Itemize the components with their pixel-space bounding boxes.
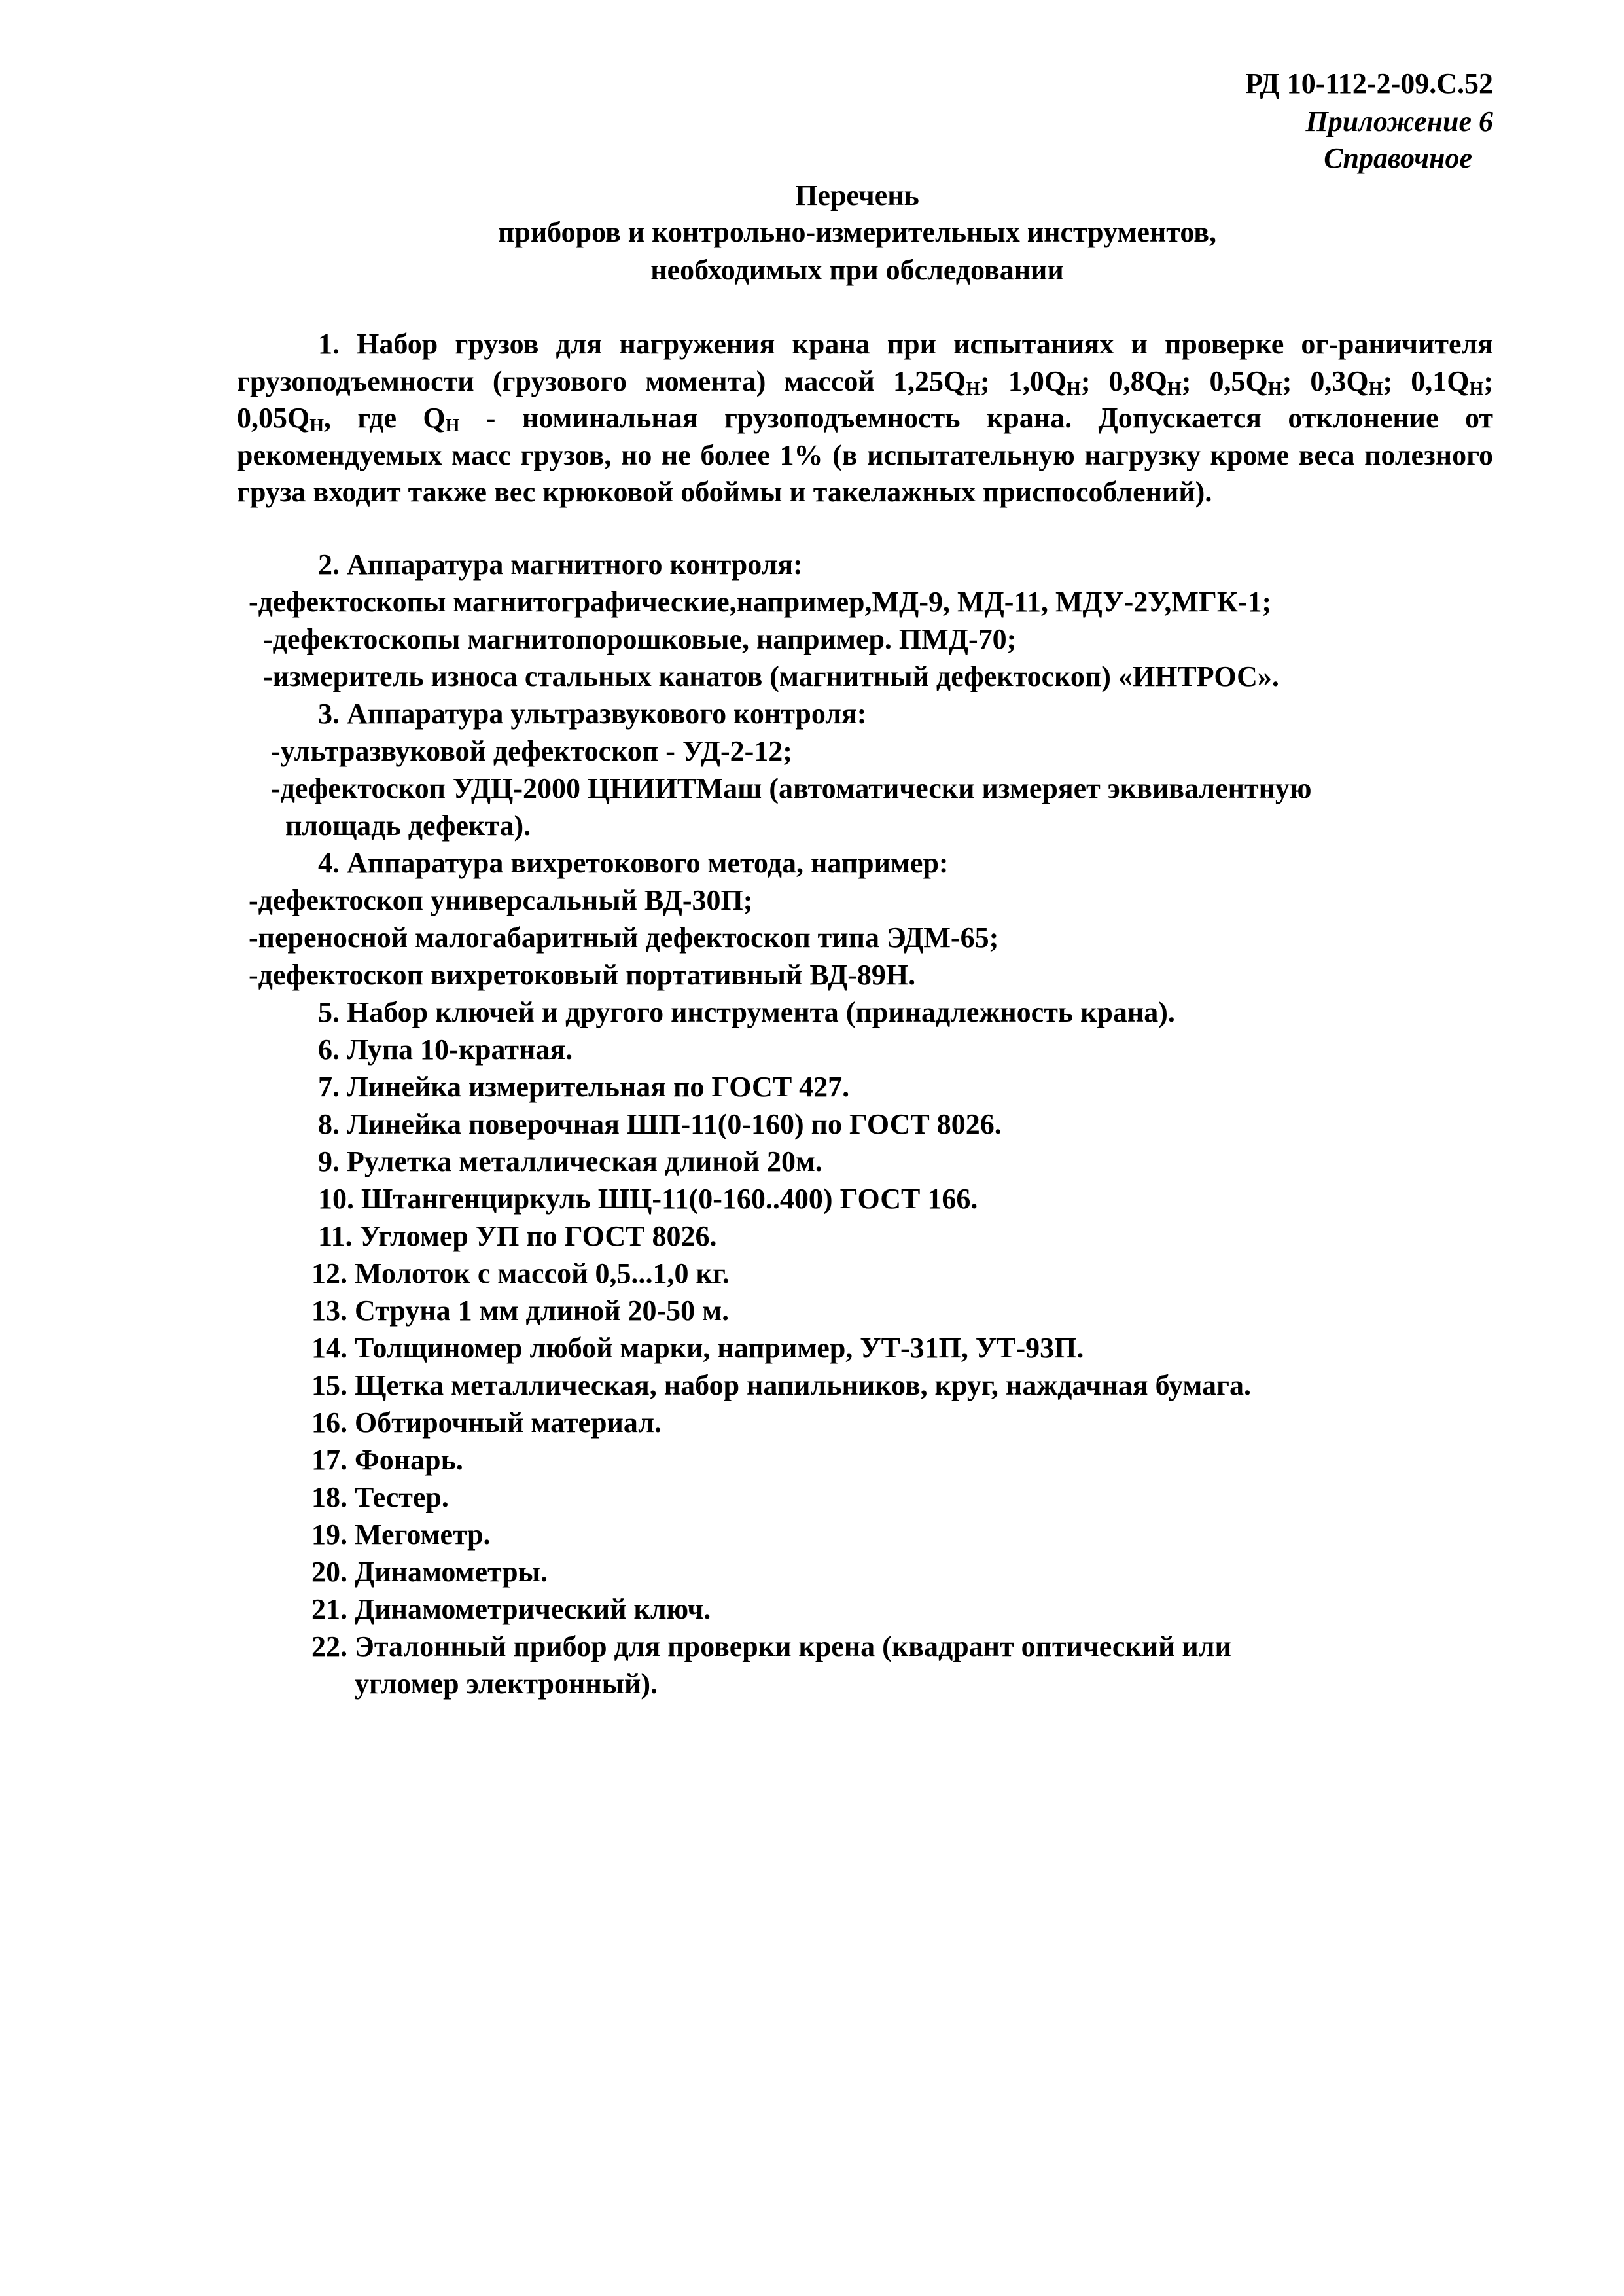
item-3-line-1: -ультразвуковой дефектоскоп - УД-2-12; [271,735,792,767]
item-1-paragraph: 1. Набор грузов для нагружения крана при испытаниях и проверке ог-раничителя грузоподъемности (грузового момента) массой $1,25Q_Н$; $1,0Q_Н$; $0,8Q_Н$; $0,5Q_Н$; $0,3Q_Н$; $0,1Q_Н$; $0,05Q_Н$, где $Q_Н$ - номинальная грузоподъемность крана. Допускается отклонение от рекомендуемых масс грузов, но не более 1% (в испытательную нагрузку кроме веса полезного груза входит также вес крюковой обоймы и такелажных приспособлений). [237,328,1493,508]
item-2-line-1: -дефектоскопы магнитографические,например,МД-9, МД-11, МДУ-2У,МГК-1; [249,586,1272,618]
item-6: 6. Лупа 10-кратная. [318,1033,573,1066]
item-2-line-3: -измеритель износа стальных канатов (магнитный дефектоскоп) «ИНТРОС». [263,660,1279,692]
item-21: 21. Динамометрический ключ. [311,1593,711,1625]
item-20: 20. Динамометры. [311,1556,548,1588]
item-16: 16. Обтирочный материал. [311,1407,662,1439]
item-3-line-2: -дефектоскоп УДЦ-2000 ЦНИИТМаш (автоматически измеряет эквивалентную [271,772,1312,804]
title-line-1: Перечень [795,179,919,211]
item-13: 13. Струна 1 мм длиной 20-50 м. [311,1295,730,1327]
appendix-label: Приложение 6 [1305,105,1493,137]
title-line-3: необходимых при обследовании [650,254,1064,286]
item-17: 17. Фонарь. [311,1444,463,1476]
item-4-heading: 4. Аппаратура вихретокового метода, например: [318,847,949,879]
reference-label: Справочное [1324,142,1472,174]
item-5: 5. Набор ключей и другого инструмента (принадлежность крана). [318,996,1175,1028]
item-18: 18. Тестер. [311,1481,449,1513]
item-15: 15. Щетка металлическая, набор напильников, круг, наждачная бумага. [311,1369,1251,1401]
item-11: 11. Угломер УП по ГОСТ 8026. [318,1220,717,1252]
item-19: 19. Мегометр. [311,1518,491,1551]
item-10: 10. Штангенциркуль ШЦ-11(0-160..400) ГОСТ 166. [318,1183,978,1215]
item-4-line-2: -переносной малогабаритный дефектоскоп типа ЭДМ-65; [249,922,999,954]
item-9: 9. Рулетка металлическая длиной 20м. [318,1145,822,1177]
item-22-line-1: 22. Эталонный прибор для проверки крена (квадрант оптический или [311,1630,1231,1662]
item-14: 14. Толщиномер любой марки, например, УТ-31П, УТ-93П. [311,1332,1084,1364]
item-7: 7. Линейка измерительная по ГОСТ 427. [318,1071,850,1103]
item-3-heading: 3. Аппаратура ультразвукового контроля: [318,698,867,730]
title-line-2: приборов и контрольно-измерительных инструментов, [498,216,1216,248]
document-code: РД 10-112-2-09.С.52 [1245,67,1493,99]
item-12: 12. Молоток с массой 0,5...1,0 кг. [311,1257,730,1289]
item-3-line-3: площадь дефекта). [285,810,531,842]
item-4-line-3: -дефектоскоп вихретоковый портативный ВД-89Н. [249,959,916,991]
item-4-line-1: -дефектоскоп универсальный ВД-30П; [249,884,753,916]
item-22-line-2: угломер электронный). [355,1668,658,1700]
item-8: 8. Линейка поверочная ШП-11(0-160) по ГОСТ 8026. [318,1108,1002,1140]
item-2-line-2: -дефектоскопы магнитопорошковые, например. ПМД-70; [263,623,1017,655]
item-2-heading: 2. Аппаратура магнитного контроля: [318,548,803,581]
